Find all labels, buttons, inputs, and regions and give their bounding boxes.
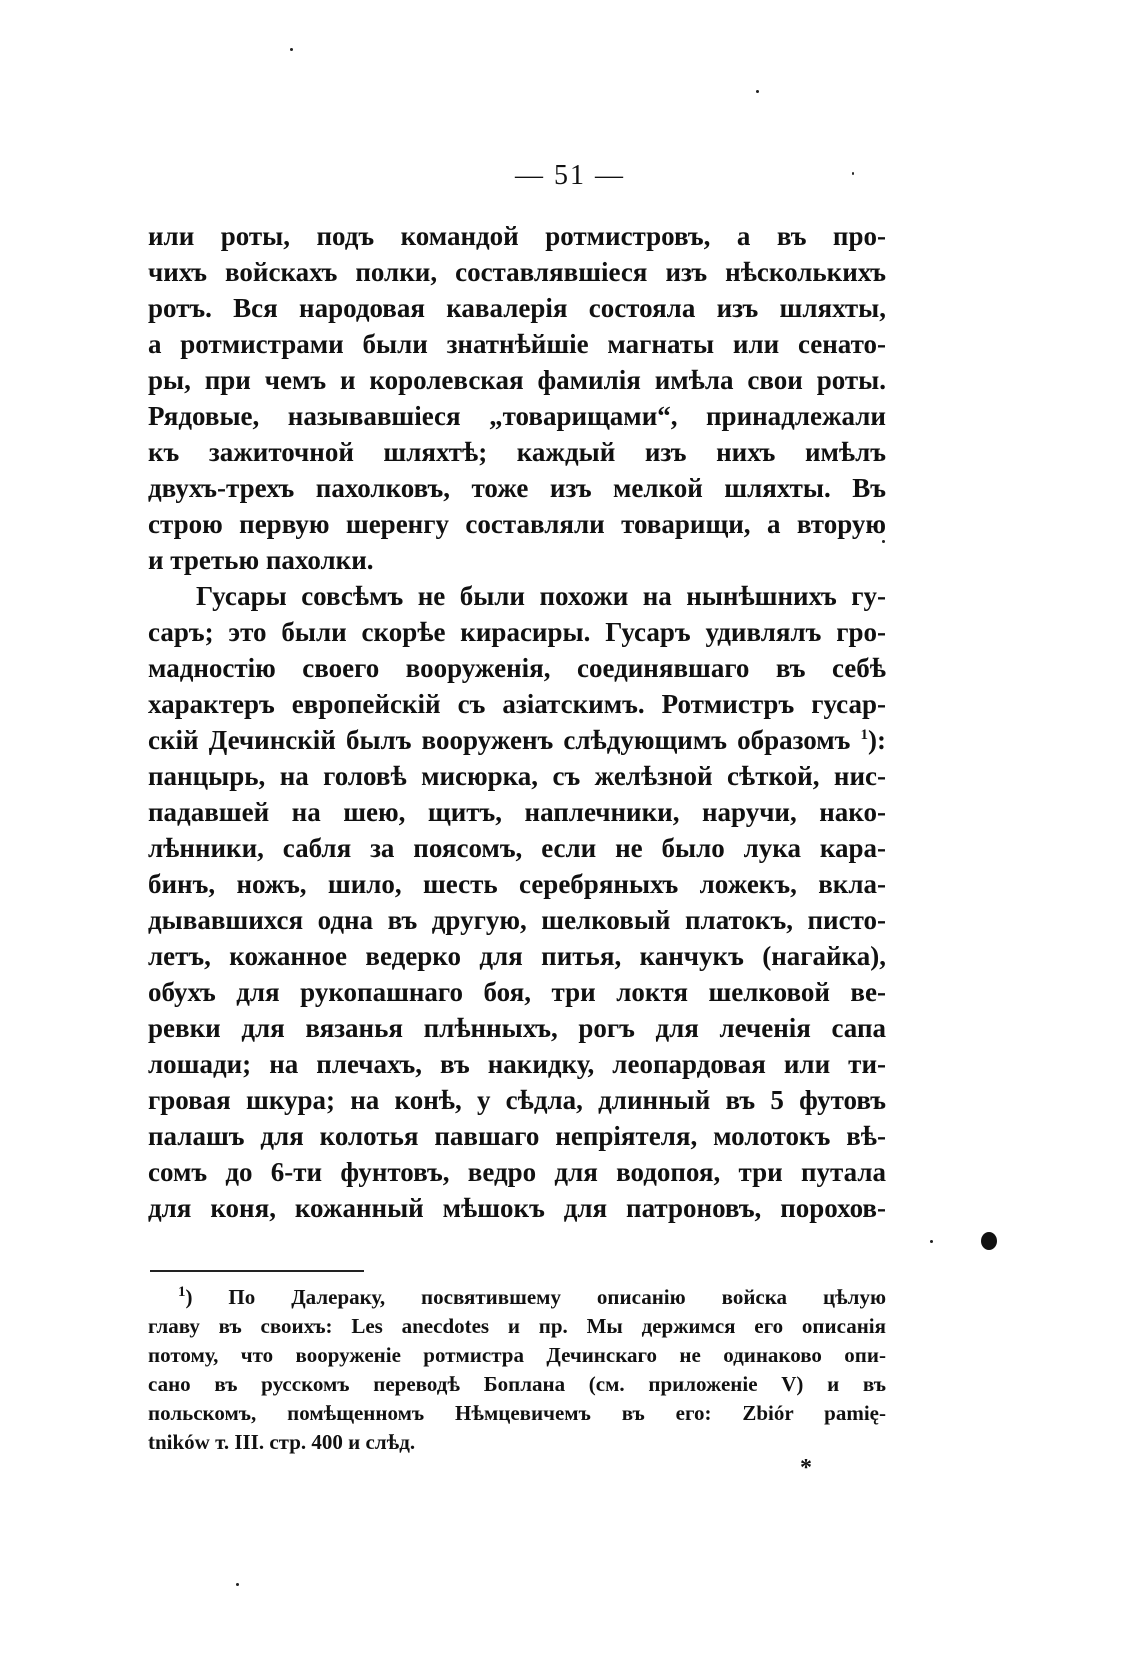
text-line: а ротмистрами были знатнѣйшіе магнаты или сенато- (148, 329, 886, 359)
text-line: сомъ до 6-ти фунтовъ, ведро для водопоя, три путала (148, 1157, 886, 1187)
text-line: ревки для вязанья плѣнныхъ, рогъ для леченія сапа (148, 1013, 886, 1043)
text-line: ры, при чемъ и королевская фамилія имѣла свои роты. (148, 365, 886, 395)
text-line: дывавшихся одна въ другую, шелковый платокъ, писто- (148, 905, 886, 935)
text-line: характеръ европейскій съ азіатскимъ. Ротмистръ гусар- (148, 689, 886, 719)
text-line: мадностію своего вооруженія, соединявшаго въ себѣ (148, 653, 886, 683)
dust-speck (882, 540, 885, 543)
text-line: падавшей на шею, щитъ, наплечники, наручи, нако- (148, 797, 886, 827)
text-line: обухъ для рукопашнаго боя, три локтя шелковой ве- (148, 977, 886, 1007)
footnote (148, 1283, 886, 1457)
text-line: и третью пахолки. (148, 545, 374, 575)
text-line: для коня, кожанный мѣшокъ для патроновъ, порохов- (148, 1193, 886, 1223)
text-line: Гусары совсѣмъ не были похожи на нынѣшнихъ гу- (196, 581, 886, 611)
asterisk-mark: * (800, 1455, 812, 1481)
text-line: саръ; это были скорѣе кирасиры. Гусаръ удивлялъ гро- (148, 617, 886, 647)
dust-speck (756, 90, 759, 93)
ink-blot (981, 1232, 997, 1250)
text-line: Рядовые, называвшіеся „товарищами“, принадлежали (148, 401, 886, 431)
footnote-line: главу въ своихъ: Les anecdotes и пр. Мы держимся его описанія (148, 1314, 886, 1338)
text-line-with-footnote-ref (148, 722, 886, 758)
page-number: — 51 — (515, 160, 625, 191)
dust-speck (852, 172, 854, 175)
footnote-marker: 1 (178, 1284, 186, 1300)
dust-speck (236, 1583, 239, 1586)
text-line: гровая шкура; на конѣ, у сѣдла, длинный въ 5 футовъ (148, 1085, 886, 1115)
text-line: ротъ. Вся народовая кавалерія состояла изъ шляхты, (148, 293, 886, 323)
text-line: бинъ, ножъ, шило, шесть серебряныхъ ложекъ, вкла- (148, 869, 886, 899)
footnote-line: польскомъ, помѣщенномъ Нѣмцевичемъ въ его: Zbiór pamię- (148, 1401, 886, 1425)
footnote-ref-suffix: ): (868, 725, 886, 755)
dust-speck (930, 1240, 933, 1243)
footnote-ref: 1 (860, 727, 869, 743)
text-line: лѣнники, сабля за поясомъ, если не было лука кара- (148, 833, 886, 863)
footnote-divider (150, 1270, 364, 1272)
text-line: строю первую шеренгу составляли товарищи, а вторую (148, 509, 886, 539)
main-text (148, 218, 886, 1226)
text-line: лошади; на плечахъ, въ накидку, леопардовая или ти- (148, 1049, 886, 1079)
text-line: панцырь, на головѣ мисюрка, съ желѣзной сѣткой, нис- (148, 761, 886, 791)
text-line: двухъ-трехъ пахолковъ, тоже изъ мелкой шляхты. Въ (148, 473, 886, 503)
text-line: палашъ для колотья павшаго непріятеля, молотокъ вѣ- (148, 1121, 886, 1151)
footnote-line (148, 1283, 886, 1312)
text-line: къ зажиточной шляхтѣ; каждый изъ нихъ имѣлъ (148, 437, 886, 467)
text-line-content: скій Дечинскій былъ вооруженъ слѣдующимъ образомъ (148, 725, 851, 755)
dust-speck (290, 48, 293, 51)
footnote-line: tników т. III. стр. 400 и слѣд. (148, 1430, 416, 1454)
footnote-line: потому, что вооруженіе ротмистра Дечинскаго не одинаково опи- (148, 1343, 886, 1367)
text-line: или роты, подъ командой ротмистровъ, а въ про- (148, 221, 886, 251)
footnote-line: сано въ русскомъ переводѣ Боплана (см. приложеніе V) и въ (148, 1372, 886, 1396)
footnote-line-text: ) По Далераку, посвятившему описанію войска цѣлую (185, 1285, 886, 1309)
text-line: чихъ войскахъ полки, составлявшіеся изъ нѣсколькихъ (148, 257, 886, 287)
text-line: летъ, кожанное ведерко для питья, канчукъ (нагайка), (148, 941, 886, 971)
